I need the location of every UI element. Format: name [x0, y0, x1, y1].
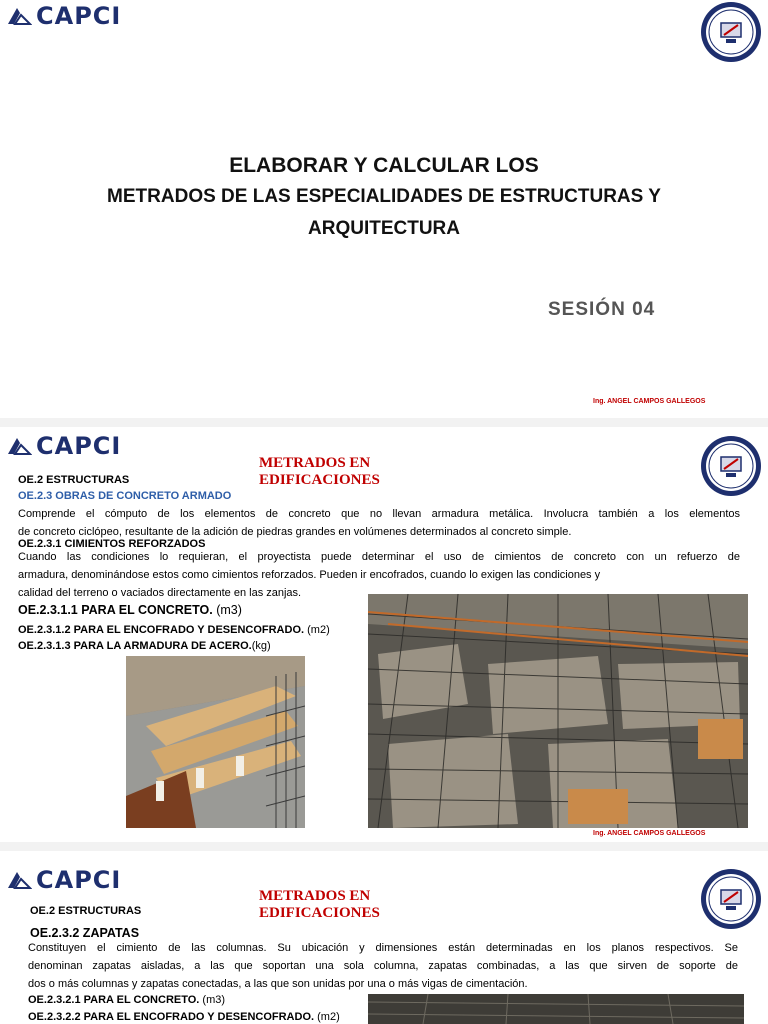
slide-2: [0, 427, 768, 842]
capci-logo-icon: [6, 6, 32, 26]
slide-header-line2: EDIFICACIONES: [259, 905, 380, 921]
slide-header-line1: METRADOS EN: [259, 455, 371, 471]
capci-seal-icon: [700, 868, 762, 930]
capci-logo-text: CAPCI: [36, 432, 122, 460]
item-heading-cimientos: OE.2.3.1 CIMIENTOS REFORZADOS: [18, 538, 206, 550]
page-subtitle-line1: METRADOS DE LAS ESPECIALIDADES DE ESTRUCTURAS Y: [107, 186, 661, 207]
slide-1: [0, 0, 768, 418]
subitem-formwork: OE.2.3.1.2 PARA EL ENCOFRADO Y DESENCOFRADO. (m2): [18, 624, 330, 636]
capci-logo-icon: [6, 436, 32, 456]
rebar-foundation-photo: [368, 594, 748, 828]
subitem-steel: OE.2.3.1.3 PARA LA ARMADURA DE ACERO.(kg): [18, 640, 271, 652]
author-credit: Ing. ANGEL CAMPOS GALLEGOS: [593, 398, 706, 405]
capci-logo: [6, 4, 121, 28]
capci-logo: [6, 434, 121, 458]
capci-logo: [6, 868, 121, 892]
item-heading-zapatas: OE.2.3.2 ZAPATAS: [30, 926, 140, 940]
formwork-photo: [126, 656, 305, 828]
slide-header: [259, 455, 380, 489]
subsection-heading: OE.2.3 OBRAS DE CONCRETO ARMADO: [18, 490, 232, 502]
author-credit: Ing. ANGEL CAMPOS GALLEGOS: [593, 830, 706, 837]
slide-separator: [0, 418, 768, 427]
paragraph-concrete: Comprende el cómputo de los elementos de concreto que no llevan armadura metálica. Involucra también a los elementos de concreto ciclópeo, resultante de la adición de piedras grandes en volúmenes determinados al concreto simple.: [18, 508, 740, 538]
paragraph-zapatas: Constituyen el cimiento de las columnas. Su ubicación y dimensiones están determinadas en los planos respectivos. Se denominan zapatas aisladas, a las que soportan una sola columna, zapatas combinadas, a las que sirven de soporte de dos o más columnas y zapatas conectadas, a las que son unidas por una o más vigas de cimentación.: [28, 942, 738, 990]
slide-3: [0, 851, 768, 1024]
section-heading: OE.2 ESTRUCTURAS: [18, 474, 130, 486]
capci-logo-text: CAPCI: [36, 2, 122, 30]
session-label: SESIÓN 04: [548, 299, 656, 320]
slide-separator: [0, 842, 768, 851]
subitem-concrete: OE.2.3.2.1 PARA EL CONCRETO. (m3): [28, 994, 226, 1006]
section-heading: OE.2 ESTRUCTURAS: [30, 905, 142, 917]
slide-header-line2: EDIFICACIONES: [259, 472, 380, 488]
page-title: ELABORAR Y CALCULAR LOS: [229, 154, 539, 177]
paragraph-cimientos: Cuando las condiciones lo requieran, el proyectista puede determinar el uso de cimientos de concreto con un refuerzo de armadura, denominándose estos como cimientos reforzados. Pueden ir encofrados, cuando lo exigen las condiciones y calidad del terreno o vaciados directamente en las zanjas.: [18, 551, 740, 599]
capci-logo-text: CAPCI: [36, 866, 122, 894]
subitem-concrete: OE.2.3.1.1 PARA EL CONCRETO. (m3): [18, 603, 242, 617]
page-subtitle-line2: ARQUITECTURA: [308, 218, 460, 239]
capci-logo-icon: [6, 870, 32, 890]
capci-seal-icon: [700, 435, 762, 497]
slide-header-line1: METRADOS EN: [259, 888, 371, 904]
capci-seal-icon: [700, 1, 762, 63]
slide-header: [259, 888, 380, 922]
subitem-formwork: OE.2.3.2.2 PARA EL ENCOFRADO Y DESENCOFRADO. (m2): [28, 1011, 340, 1023]
zapatas-photo: [368, 994, 744, 1024]
